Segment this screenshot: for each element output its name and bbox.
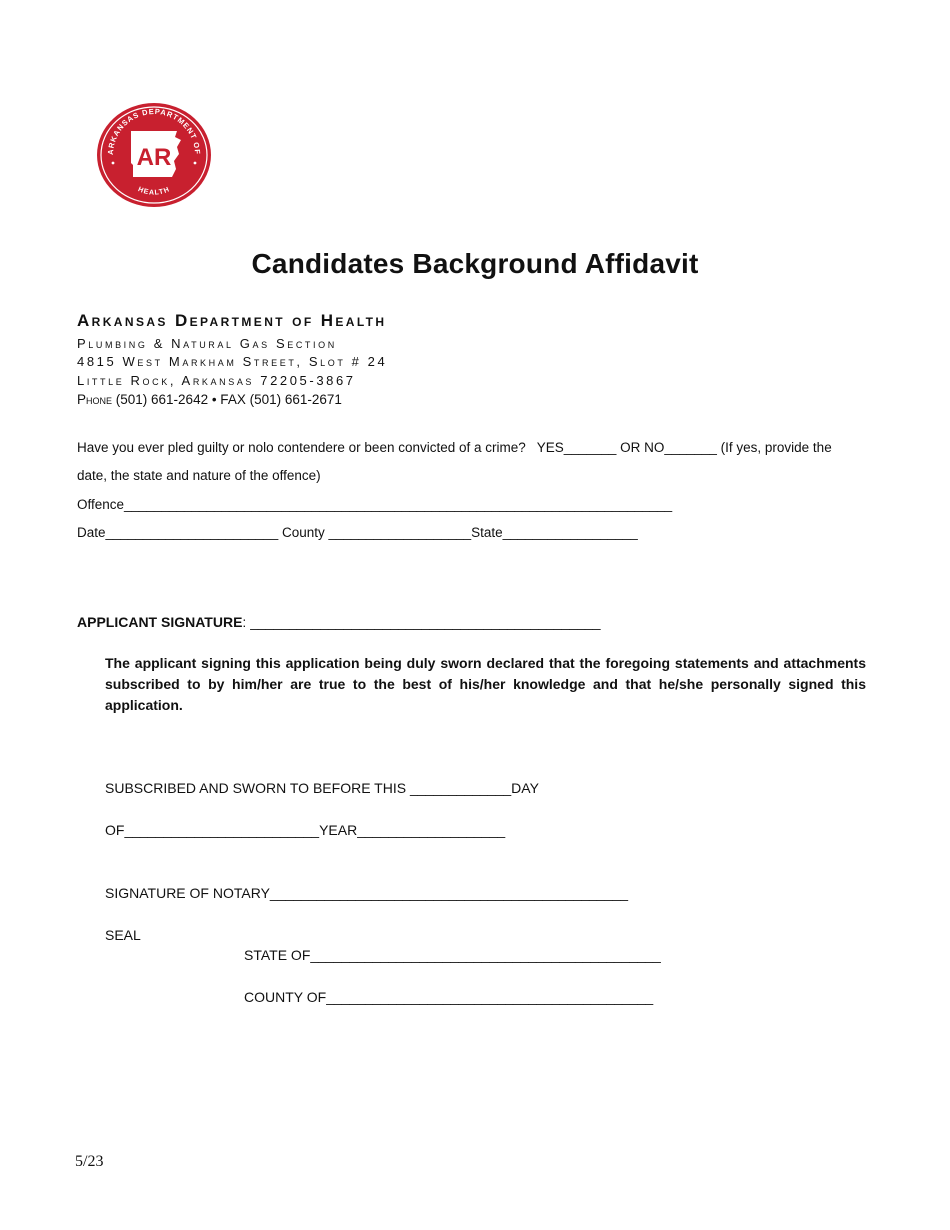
section-name: Plumbing & Natural Gas Section xyxy=(77,336,337,351)
state-of-field: STATE OF_____________________________________________ xyxy=(244,947,661,963)
applicant-signature-field xyxy=(77,614,601,630)
arkansas-department-of-health-logo xyxy=(95,101,213,209)
department-name: Arkansas Department of Health xyxy=(77,311,387,330)
logo-monogram: AR xyxy=(136,144,172,171)
logo-bottom-text: HEALTH xyxy=(136,186,172,197)
street-address: 4815 West Markham Street, Slot # 24 xyxy=(77,354,388,369)
county-of-field: COUNTY OF__________________________________________ xyxy=(244,989,654,1005)
seal-label: SEAL xyxy=(105,927,141,943)
city-address: Little Rock, Arkansas 72205-3867 xyxy=(77,373,356,388)
applicant-signature-label: APPLICANT SIGNATURE xyxy=(77,614,243,630)
offence-field: Offence_________________________________________________________________________ xyxy=(77,497,673,512)
date-county-state-field: Date_______________________ County ___________________State__________________ xyxy=(77,525,638,540)
phone-fax-numbers: (501) 661-2642 • FAX (501) 661-2671 xyxy=(112,392,342,407)
revision-date: 5/23 xyxy=(75,1153,104,1170)
applicant-signature-line: : _____________________________________________ xyxy=(242,614,601,630)
phone-label: Phone xyxy=(77,392,113,407)
page-title: Candidates Background Affidavit xyxy=(251,248,699,279)
declaration-text: The applicant signing this application being duly sworn declared that the foregoing statements and attachments subscribed to by him/her are true to the best of his/her knowledge and that he/she personally signed this application. xyxy=(105,655,866,713)
logo-ring-text: ARKANSAS DEPARTMENT OF xyxy=(105,106,203,156)
of-year-field: OF_________________________YEAR___________________ xyxy=(105,822,506,838)
notary-signature-field: SIGNATURE OF NOTARY______________________________________________ xyxy=(105,885,629,901)
sworn-day-field: SUBSCRIBED AND SWORN TO BEFORE THIS _____________DAY xyxy=(105,780,539,796)
conviction-question-line1: Have you ever pled guilty or nolo contendere or been convicted of a crime? YES_______ OR NO_______ (If yes, provide the xyxy=(77,440,832,455)
phone-fax xyxy=(77,392,342,407)
conviction-question-line2: date, the state and nature of the offence) xyxy=(77,468,321,483)
